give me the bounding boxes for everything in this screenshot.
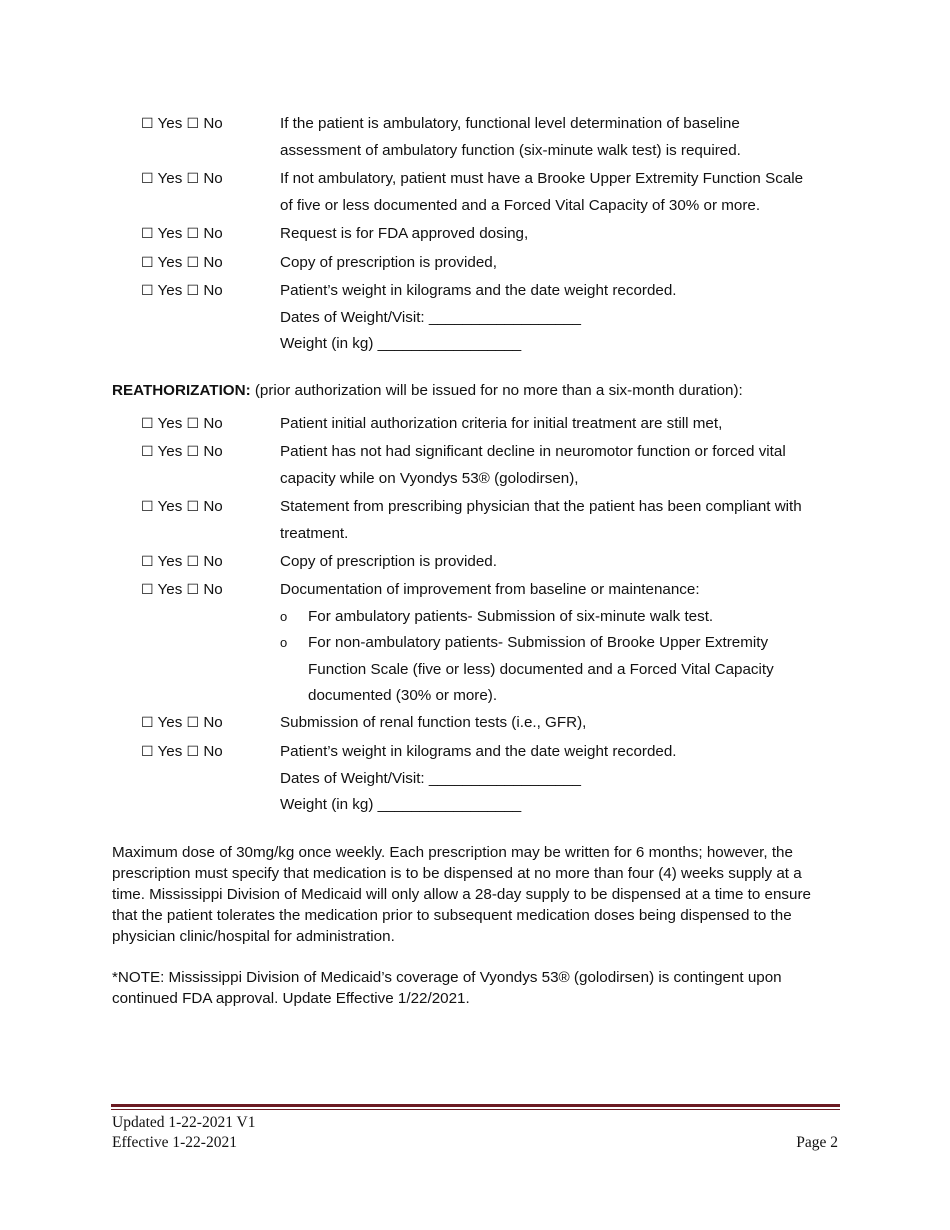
yes-no-choice [141,494,223,521]
yes-no-choice [141,549,223,576]
hollow-bullet-icon: o [280,609,288,624]
weight-kg-field[interactable]: Weight (in kg) _________________ [280,796,522,813]
no-checkbox[interactable]: ☐ [186,116,200,132]
no-label: No [203,115,223,132]
no-checkbox[interactable]: ☐ [186,255,200,271]
no-checkbox[interactable]: ☐ [186,744,200,760]
no-label: No [203,443,223,460]
no-label: No [203,170,223,187]
weight-date-field[interactable]: Dates of Weight/Visit: __________________ [280,769,581,787]
footer-rule [111,1104,840,1107]
yes-checkbox[interactable]: ☐ [141,226,154,242]
criteria-text: Patient’s weight in kilograms and the date weight recorded. Dates of Weight/Visit: __________________ Weight (in kg) _________________ [280,278,840,358]
no-label: No [203,254,223,271]
yes-label: Yes [157,254,183,271]
sub-bullet-text: For ambulatory patients- Submission of six-minute walk test. [308,608,714,625]
no-checkbox[interactable]: ☐ [186,416,200,432]
no-checkbox[interactable]: ☐ [186,582,200,598]
criteria-text: Request is for FDA approved dosing, [280,225,529,242]
yes-no-choice [141,710,223,737]
no-checkbox[interactable]: ☐ [186,283,200,299]
yes-checkbox[interactable]: ☐ [141,171,154,187]
yes-no-choice [141,278,223,305]
yes-checkbox[interactable]: ☐ [141,444,154,460]
note-paragraph: *NOTE: Mississippi Division of Medicaid’s coverage of Vyondys 53® (golodirsen) is contingent upon continued FDA approval. Update Effective 1/22/2021. [112,969,782,1007]
yes-label: Yes [157,498,183,515]
yes-label: Yes [157,581,183,598]
yes-checkbox[interactable]: ☐ [141,744,154,760]
yes-checkbox[interactable]: ☐ [141,715,154,731]
criteria-text: Copy of prescription is provided, [280,254,497,271]
no-label: No [203,553,223,570]
yes-checkbox[interactable]: ☐ [141,416,154,432]
footer-effective: Effective 1-22-2021 [112,1134,237,1151]
criteria-text: If not ambulatory, patient must have a Brooke Upper Extremity Function Scale of five or less documented and a Forced Vital Capacity of 30% or more. [280,170,804,214]
no-label: No [203,743,223,760]
no-label: No [203,225,223,242]
criteria-text: If the patient is ambulatory, functional level determination of baseline assessment of ambulatory function (six-minute walk test) is required. [280,115,741,159]
yes-no-choice [141,577,223,604]
hollow-bullet-icon: o [280,635,288,650]
no-checkbox[interactable]: ☐ [186,499,200,515]
yes-label: Yes [157,282,183,299]
criteria-text: Patient has not had significant decline in neuromotor function or forced vital capacity while on Vyondys 53® (golodirsen), [280,443,786,487]
criteria-text: Submission of renal function tests (i.e., GFR), [280,714,587,731]
criteria-text: Patient’s weight in kilograms and the date weight recorded. Dates of Weight/Visit: __________________ Weight (in kg) _________________ [280,739,840,819]
yes-label: Yes [157,415,183,432]
no-checkbox[interactable]: ☐ [186,715,200,731]
no-checkbox[interactable]: ☐ [186,171,200,187]
yes-no-choice [141,111,223,138]
no-label: No [203,498,223,515]
reauthorization-heading: REATHORIZATION: (prior authorization will be issued for no more than a six-month duration): [112,382,743,399]
no-checkbox[interactable]: ☐ [186,226,200,242]
criteria-text: Documentation of improvement from baseline or maintenance: [280,581,700,598]
yes-checkbox[interactable]: ☐ [141,554,154,570]
yes-checkbox[interactable]: ☐ [141,582,154,598]
no-label: No [203,714,223,731]
criteria-text: Copy of prescription is provided. [280,553,497,570]
no-label: No [203,282,223,299]
yes-no-choice [141,250,223,277]
yes-no-choice [141,739,223,766]
footer-page-number: Page 2 [796,1134,838,1151]
no-checkbox[interactable]: ☐ [186,554,200,570]
no-label: No [203,581,223,598]
yes-label: Yes [157,743,183,760]
yes-label: Yes [157,443,183,460]
yes-checkbox[interactable]: ☐ [141,499,154,515]
no-label: No [203,415,223,432]
yes-label: Yes [157,115,183,132]
no-checkbox[interactable]: ☐ [186,444,200,460]
sub-bullet-text: For non-ambulatory patients- Submission of Brooke Upper Extremity Function Scale (five or less) documented and a Forced Vital Capacity documented (30% or more). [308,634,774,704]
footer-rule-thin [111,1109,840,1110]
yes-label: Yes [157,553,183,570]
weight-kg-field[interactable]: Weight (in kg) _________________ [280,335,522,352]
yes-label: Yes [157,170,183,187]
yes-checkbox[interactable]: ☐ [141,283,154,299]
yes-label: Yes [157,225,183,242]
yes-no-choice [141,221,223,248]
yes-label: Yes [157,714,183,731]
yes-no-choice [141,411,223,438]
max-dose-paragraph: Maximum dose of 30mg/kg once weekly. Each prescription may be written for 6 months; however, the prescription must specify that medication is to be dispensed at no more than four (4) weeks supply at a time. Mississippi Division of Medicaid will only allow a 28-day supply to be dispensed at a time to ensure that the patient tolerates the medication prior to subsequent medication doses being dispensed to the physician clinic/hospital for administration. [112,844,811,945]
yes-checkbox[interactable]: ☐ [141,255,154,271]
yes-checkbox[interactable]: ☐ [141,116,154,132]
weight-date-field[interactable]: Dates of Weight/Visit: __________________ [280,308,581,326]
criteria-text: Patient initial authorization criteria for initial treatment are still met, [280,415,723,432]
yes-no-choice [141,166,223,193]
yes-no-choice [141,439,223,466]
footer-updated: Updated 1-22-2021 V1 [112,1114,256,1131]
criteria-text: Statement from prescribing physician that the patient has been compliant with treatment. [280,498,802,542]
